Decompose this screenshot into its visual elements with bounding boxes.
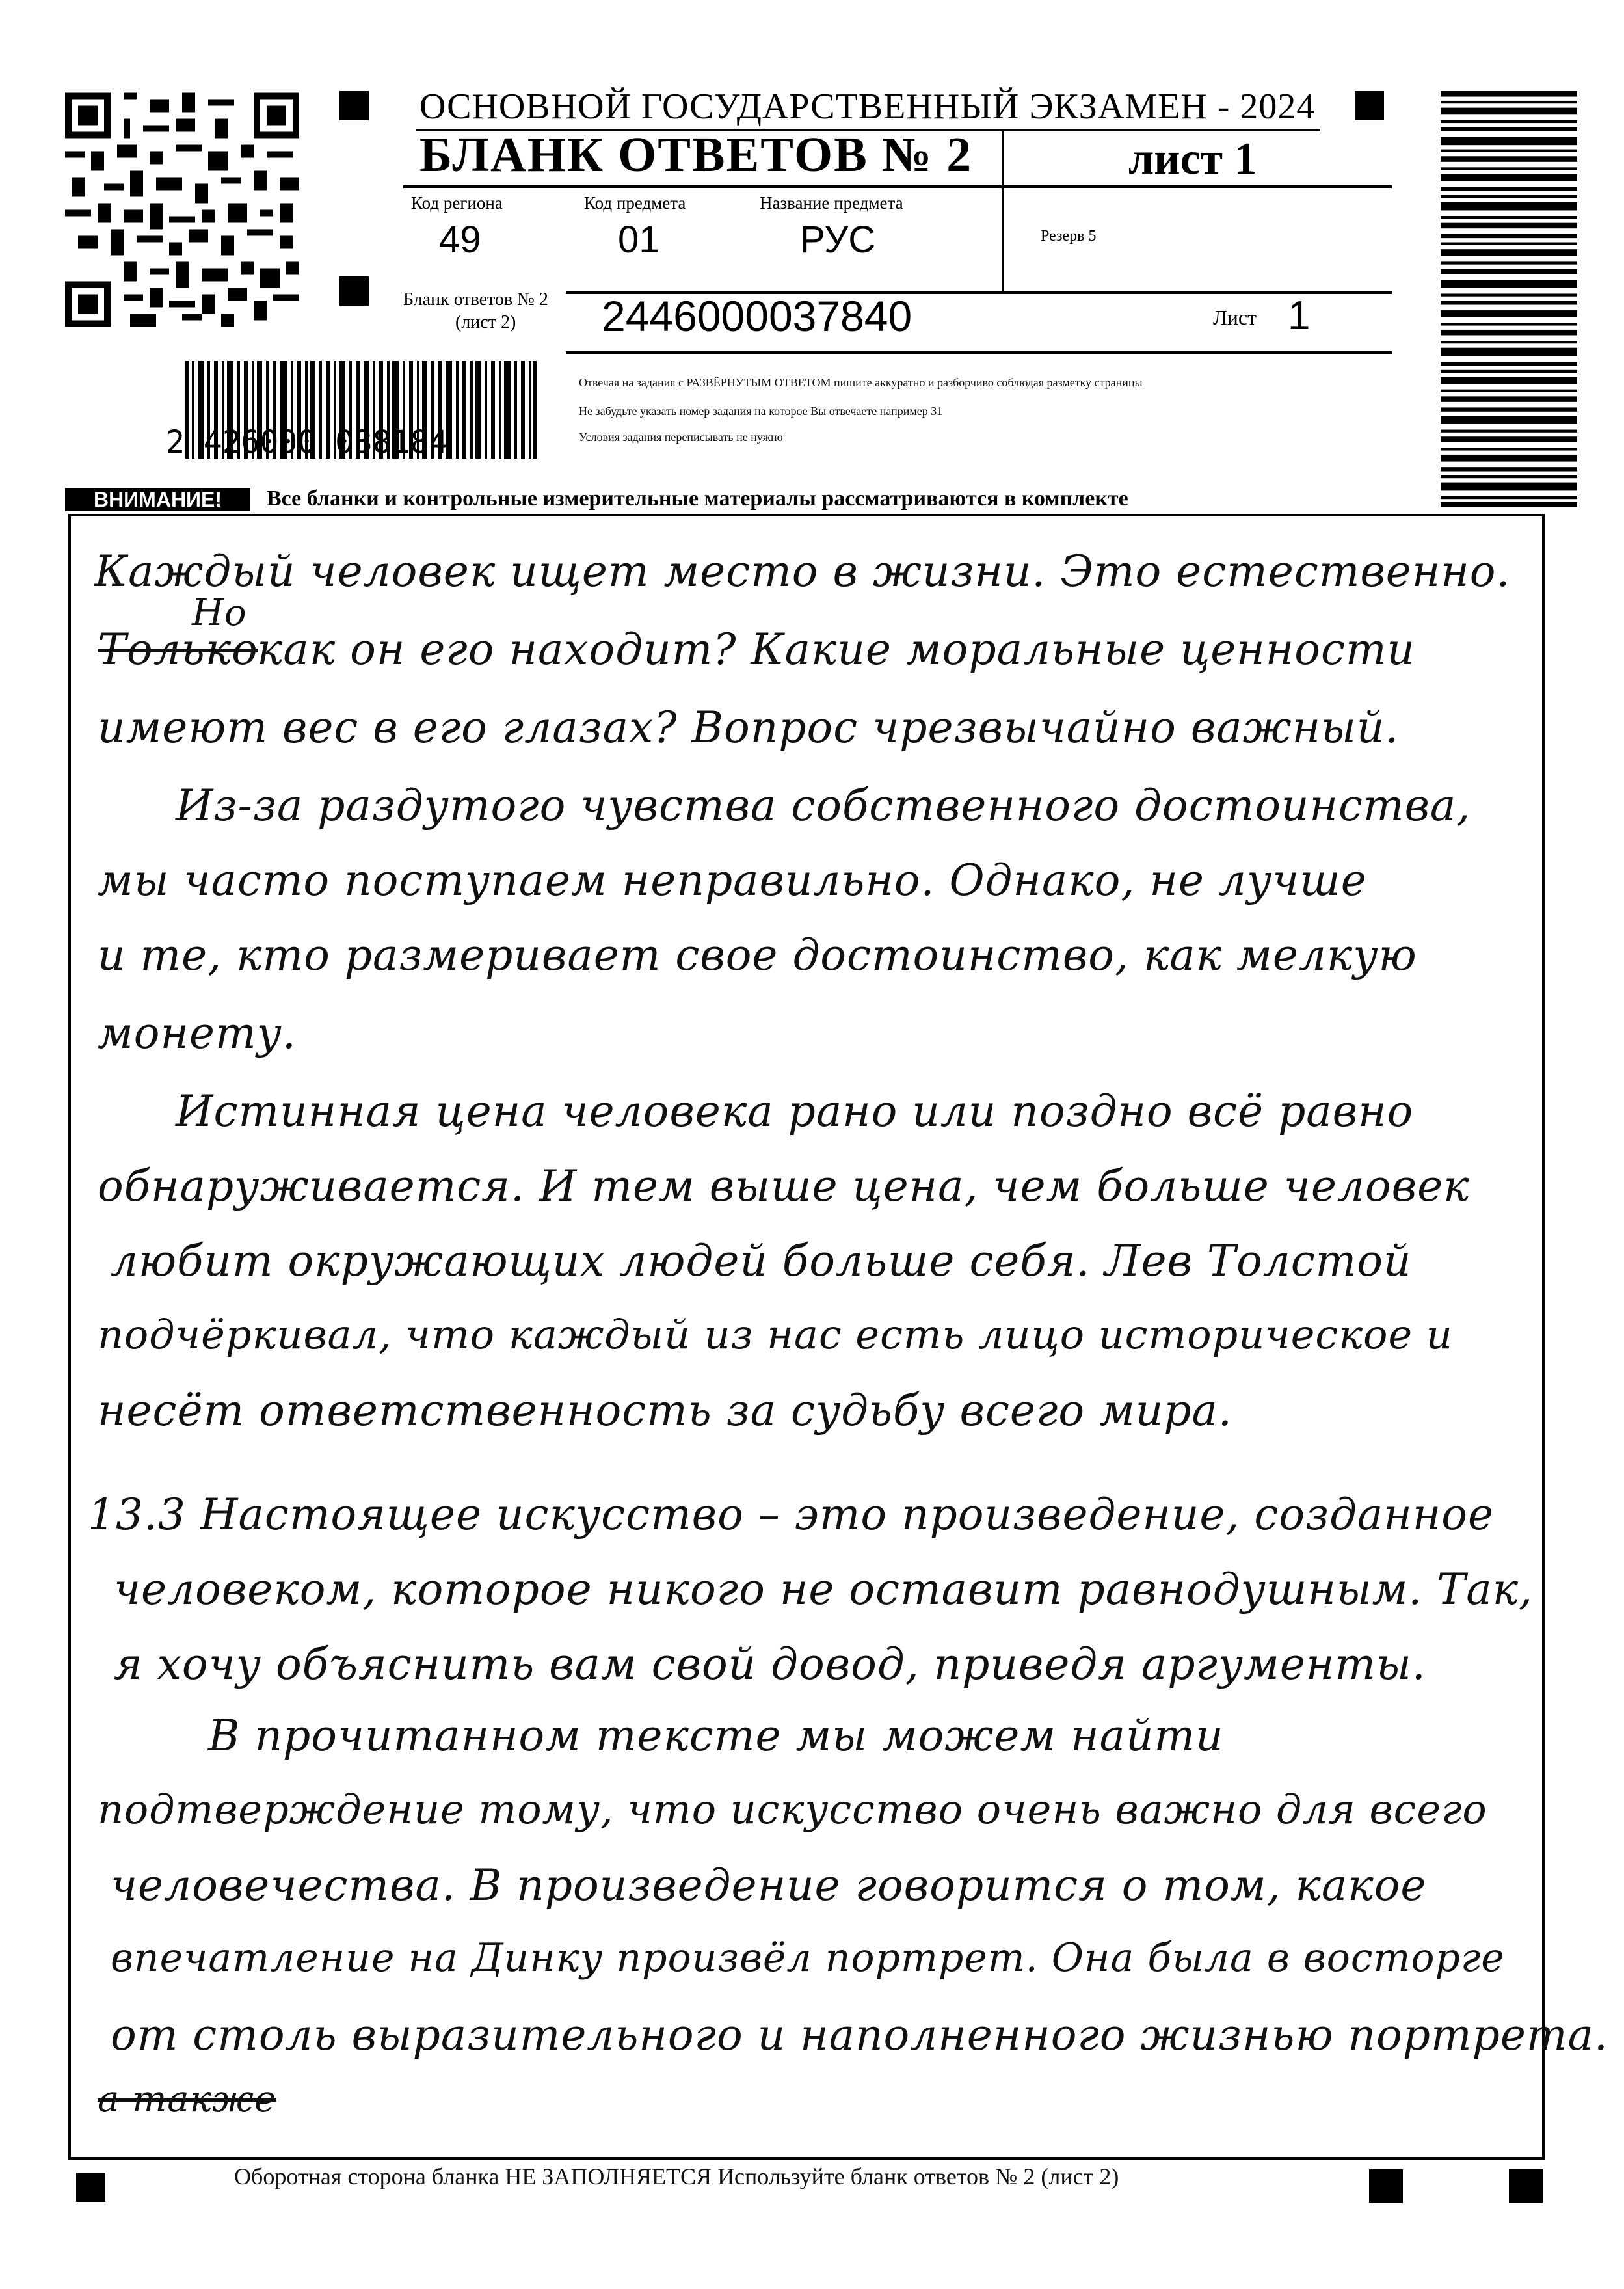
subject-code: 01: [618, 219, 660, 261]
subject-name: РУС: [800, 219, 876, 261]
registration-mark: [1355, 91, 1384, 120]
registration-mark: [1509, 2169, 1543, 2203]
form-title: БЛАНК ОТВЕТОВ № 2: [419, 127, 973, 182]
answer-line: В прочитанном тексте мы можем найти: [208, 1711, 1224, 1761]
registration-mark: [76, 2173, 105, 2202]
footer-note: Оборотная сторона бланка НЕ ЗАПОЛНЯЕТСЯ Используйте бланк ответов № 2 (лист 2): [234, 2163, 1119, 2189]
attention-badge: ВНИМАНИЕ!: [65, 488, 250, 511]
answer-line: монету.: [98, 1008, 297, 1058]
answer-line: подтверждение тому, что искусство очень важно для всего: [98, 1786, 1487, 1833]
answer-line: подчёркивал, что каждый из нас есть лицо историческое и: [98, 1311, 1453, 1358]
region-code: 49: [439, 219, 481, 261]
answer-line: 13.3 Настоящее искусство – это произведение, созданное: [88, 1490, 1495, 1540]
barcode-number: 2 426000 038184: [166, 424, 448, 461]
sheet-no-label: Лист: [1213, 306, 1257, 329]
answer-line: человечества. В произведение говорится о том, какое: [111, 1860, 1427, 1910]
answer-line: Каждый человек ищет место в жизни. Это естественно.: [94, 546, 1511, 596]
attention-text: Все бланки и контрольные измерительные материалы рассматриваются в комплекте: [267, 487, 1128, 511]
instruction-line: Условия задания переписывать не нужно: [579, 431, 783, 444]
divider: [403, 185, 1392, 188]
answer-line: обнаруживается. И тем выше цена, чем больше человек: [98, 1161, 1470, 1211]
registration-mark: [339, 276, 369, 306]
form2-label: Бланк ответов № 2: [403, 289, 548, 310]
answer-correction: Но: [192, 592, 247, 634]
form2-sublabel: (лист 2): [455, 312, 516, 332]
instruction-line: Не забудьте указать номер задания на которое Вы отвечаете например 31: [579, 405, 943, 418]
answer-line: от столь выразительного и наполненного жизнью портрета.: [111, 2010, 1608, 2060]
reserve-label: Резерв 5: [1041, 228, 1097, 245]
form-number: 2446000037840: [602, 292, 912, 340]
sheet-no: 1: [1288, 293, 1311, 338]
qr-code: [65, 91, 299, 328]
registration-mark: [1369, 2169, 1403, 2203]
answer-line: мы часто поступаем неправильно. Однако, не лучше: [98, 855, 1367, 905]
answer-line: Истинная цена человека рано или поздно всё равно: [176, 1086, 1414, 1136]
answer-line: человеком, которое никого не оставит равнодушным. Так,: [114, 1564, 1534, 1614]
registration-mark: [339, 91, 369, 120]
answer-line: и те, кто размеривает свое достоинство, как мелкую: [98, 930, 1417, 980]
barcode-vertical: [1441, 91, 1577, 507]
answer-line: я хочу объяснить вам свой довод, приведя аргументы.: [114, 1639, 1426, 1689]
answer-line: Из-за раздутого чувства собственного достоинства,: [176, 781, 1471, 831]
answer-line: как он его находит? Какие моральные ценности: [257, 624, 1416, 675]
answer-line: имеют вес в его глазах? Вопрос чрезвычайно важный.: [98, 703, 1400, 753]
divider: [566, 351, 1392, 354]
answer-line: несёт ответственность за судьбу всего мира.: [98, 1385, 1232, 1436]
answer-line: впечатление на Динку произвёл портрет. Она была в восторге: [111, 1935, 1505, 1981]
sheet-label: лист 1: [1128, 134, 1257, 184]
region-code-label: Код региона: [411, 193, 503, 213]
exam-title: ОСНОВНОЙ ГОСУДАРСТВЕННЫЙ ЭКЗАМЕН - 2024: [419, 87, 1316, 127]
answer-strikethrough: Только: [98, 624, 258, 675]
answer-strikethrough: а также: [98, 2078, 276, 2121]
answer-line: любит окружающих людей больше себя. Лев Толстой: [111, 1236, 1412, 1286]
divider: [1002, 130, 1004, 293]
subject-name-label: Название предмета: [760, 193, 903, 213]
instruction-line: Отвечая на задания с РАЗВЁРНУТЫМ ОТВЕТОМ пишите аккуратно и разборчиво соблюдая разметку страницы: [579, 376, 1143, 389]
subject-code-label: Код предмета: [584, 193, 686, 213]
